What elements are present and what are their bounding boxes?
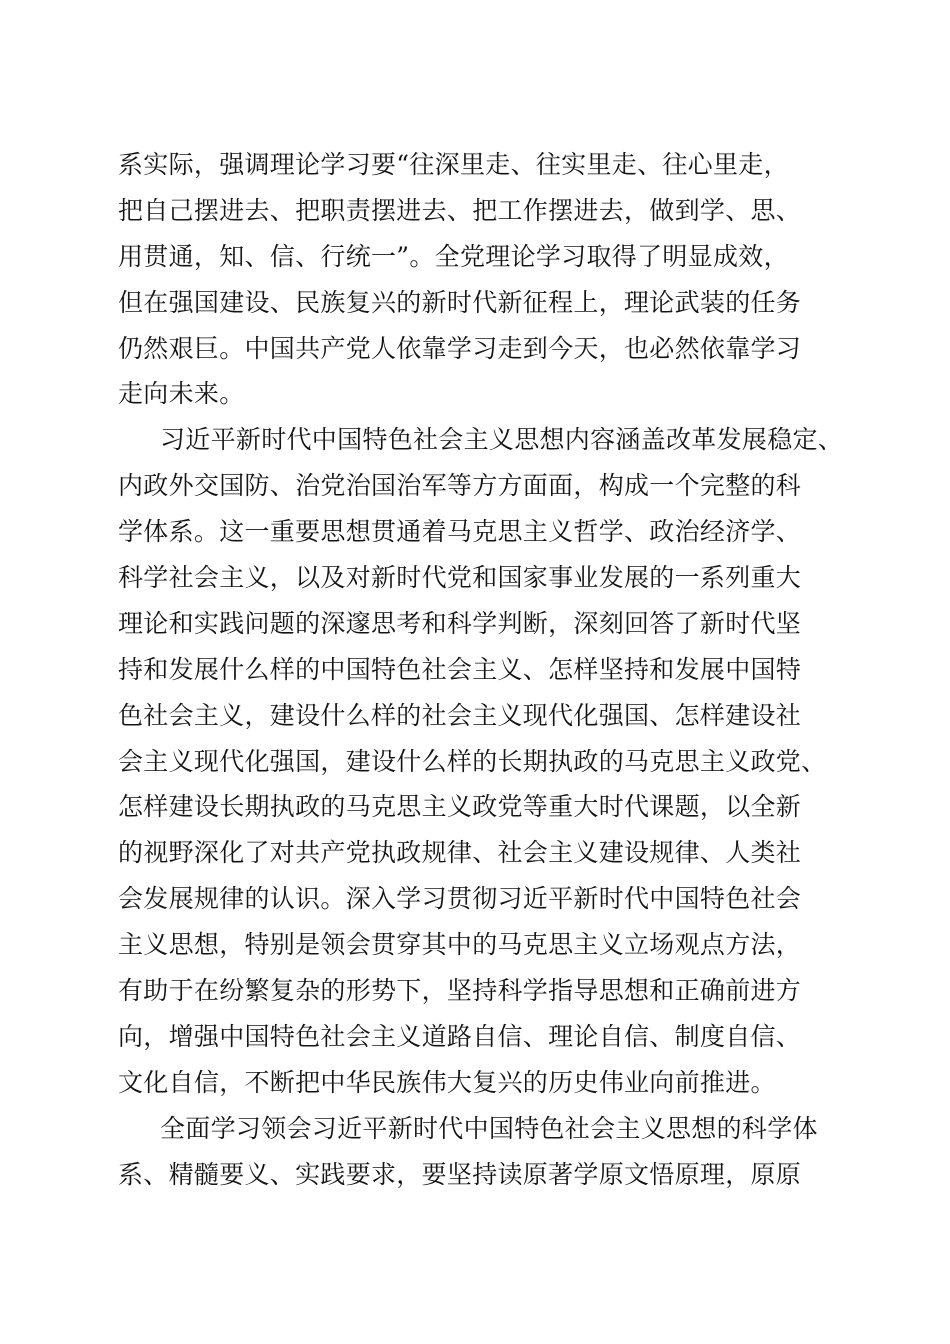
text-line: 的视野深化了对共产党执政规律、社会主义建设规律、人类社 xyxy=(118,838,802,868)
text-line: 内政外交国防、治党治国治军等方方面面，构成一个完整的科 xyxy=(118,471,802,501)
text-line: 系、精髓要义、实践要求，要坚持读原著学原文悟原理，原原 xyxy=(118,1159,802,1189)
text-line: 仍然艰巨。中国共产党人依靠学习走到今天，也必然依靠学习 xyxy=(118,333,802,363)
text-line: 文化自信，不断把中华民族伟大复兴的历史伟业向前推进。 xyxy=(118,1067,776,1097)
text-line: 主义思想，特别是领会贯穿其中的马克思主义立场观点方法， xyxy=(118,930,802,960)
text-line: 用贯通，知、信、行统一”。全党理论学习取得了明显成效， xyxy=(118,241,789,271)
text-line: 系实际，强调理论学习要“往深里走、往实里走、往心里走， xyxy=(118,150,789,179)
text-line: 会发展规律的认识。深入学习贯彻习近平新时代中国特色社会 xyxy=(118,884,802,914)
paragraph-start-line: 习近平新时代中国特色社会主义思想内容涵盖改革发展稳定、 xyxy=(160,425,844,455)
text-line: 向，增强中国特色社会主义道路自信、理论自信、制度自信、 xyxy=(118,1021,802,1051)
text-line: 理论和实践问题的深邃思考和科学判断，深刻回答了新时代坚 xyxy=(118,608,802,638)
text-line: 学体系。这一重要思想贯通着马克思主义哲学、政治经济学、 xyxy=(118,517,802,547)
paragraph-start-line: 全面学习领会习近平新时代中国特色社会主义思想的科学体 xyxy=(160,1113,818,1143)
text-line: 持和发展什么样的中国特色社会主义、怎样坚持和发展中国特 xyxy=(118,654,802,684)
body-text xyxy=(118,142,844,1197)
text-line: 走向未来。 xyxy=(118,379,245,409)
text-line: 有助于在纷繁复杂的形势下，坚持科学指导思想和正确前进方 xyxy=(118,976,802,1006)
text-line: 科学社会主义，以及对新时代党和国家事业发展的一系列重大 xyxy=(118,563,802,593)
text-line: 把自己摆进去、把职责摆进去、把工作摆进去，做到学、思、 xyxy=(118,195,802,225)
text-line: 色社会主义，建设什么样的社会主义现代化强国、怎样建设社 xyxy=(118,700,802,730)
text-line: 但在强国建设、民族复兴的新时代新征程上，理论武装的任务 xyxy=(118,287,802,317)
text-line: 怎样建设长期执政的马克思主义政党等重大时代课题，以全新 xyxy=(118,792,802,822)
text-line: 会主义现代化强国，建设什么样的长期执政的马克思主义政党、 xyxy=(118,746,827,776)
